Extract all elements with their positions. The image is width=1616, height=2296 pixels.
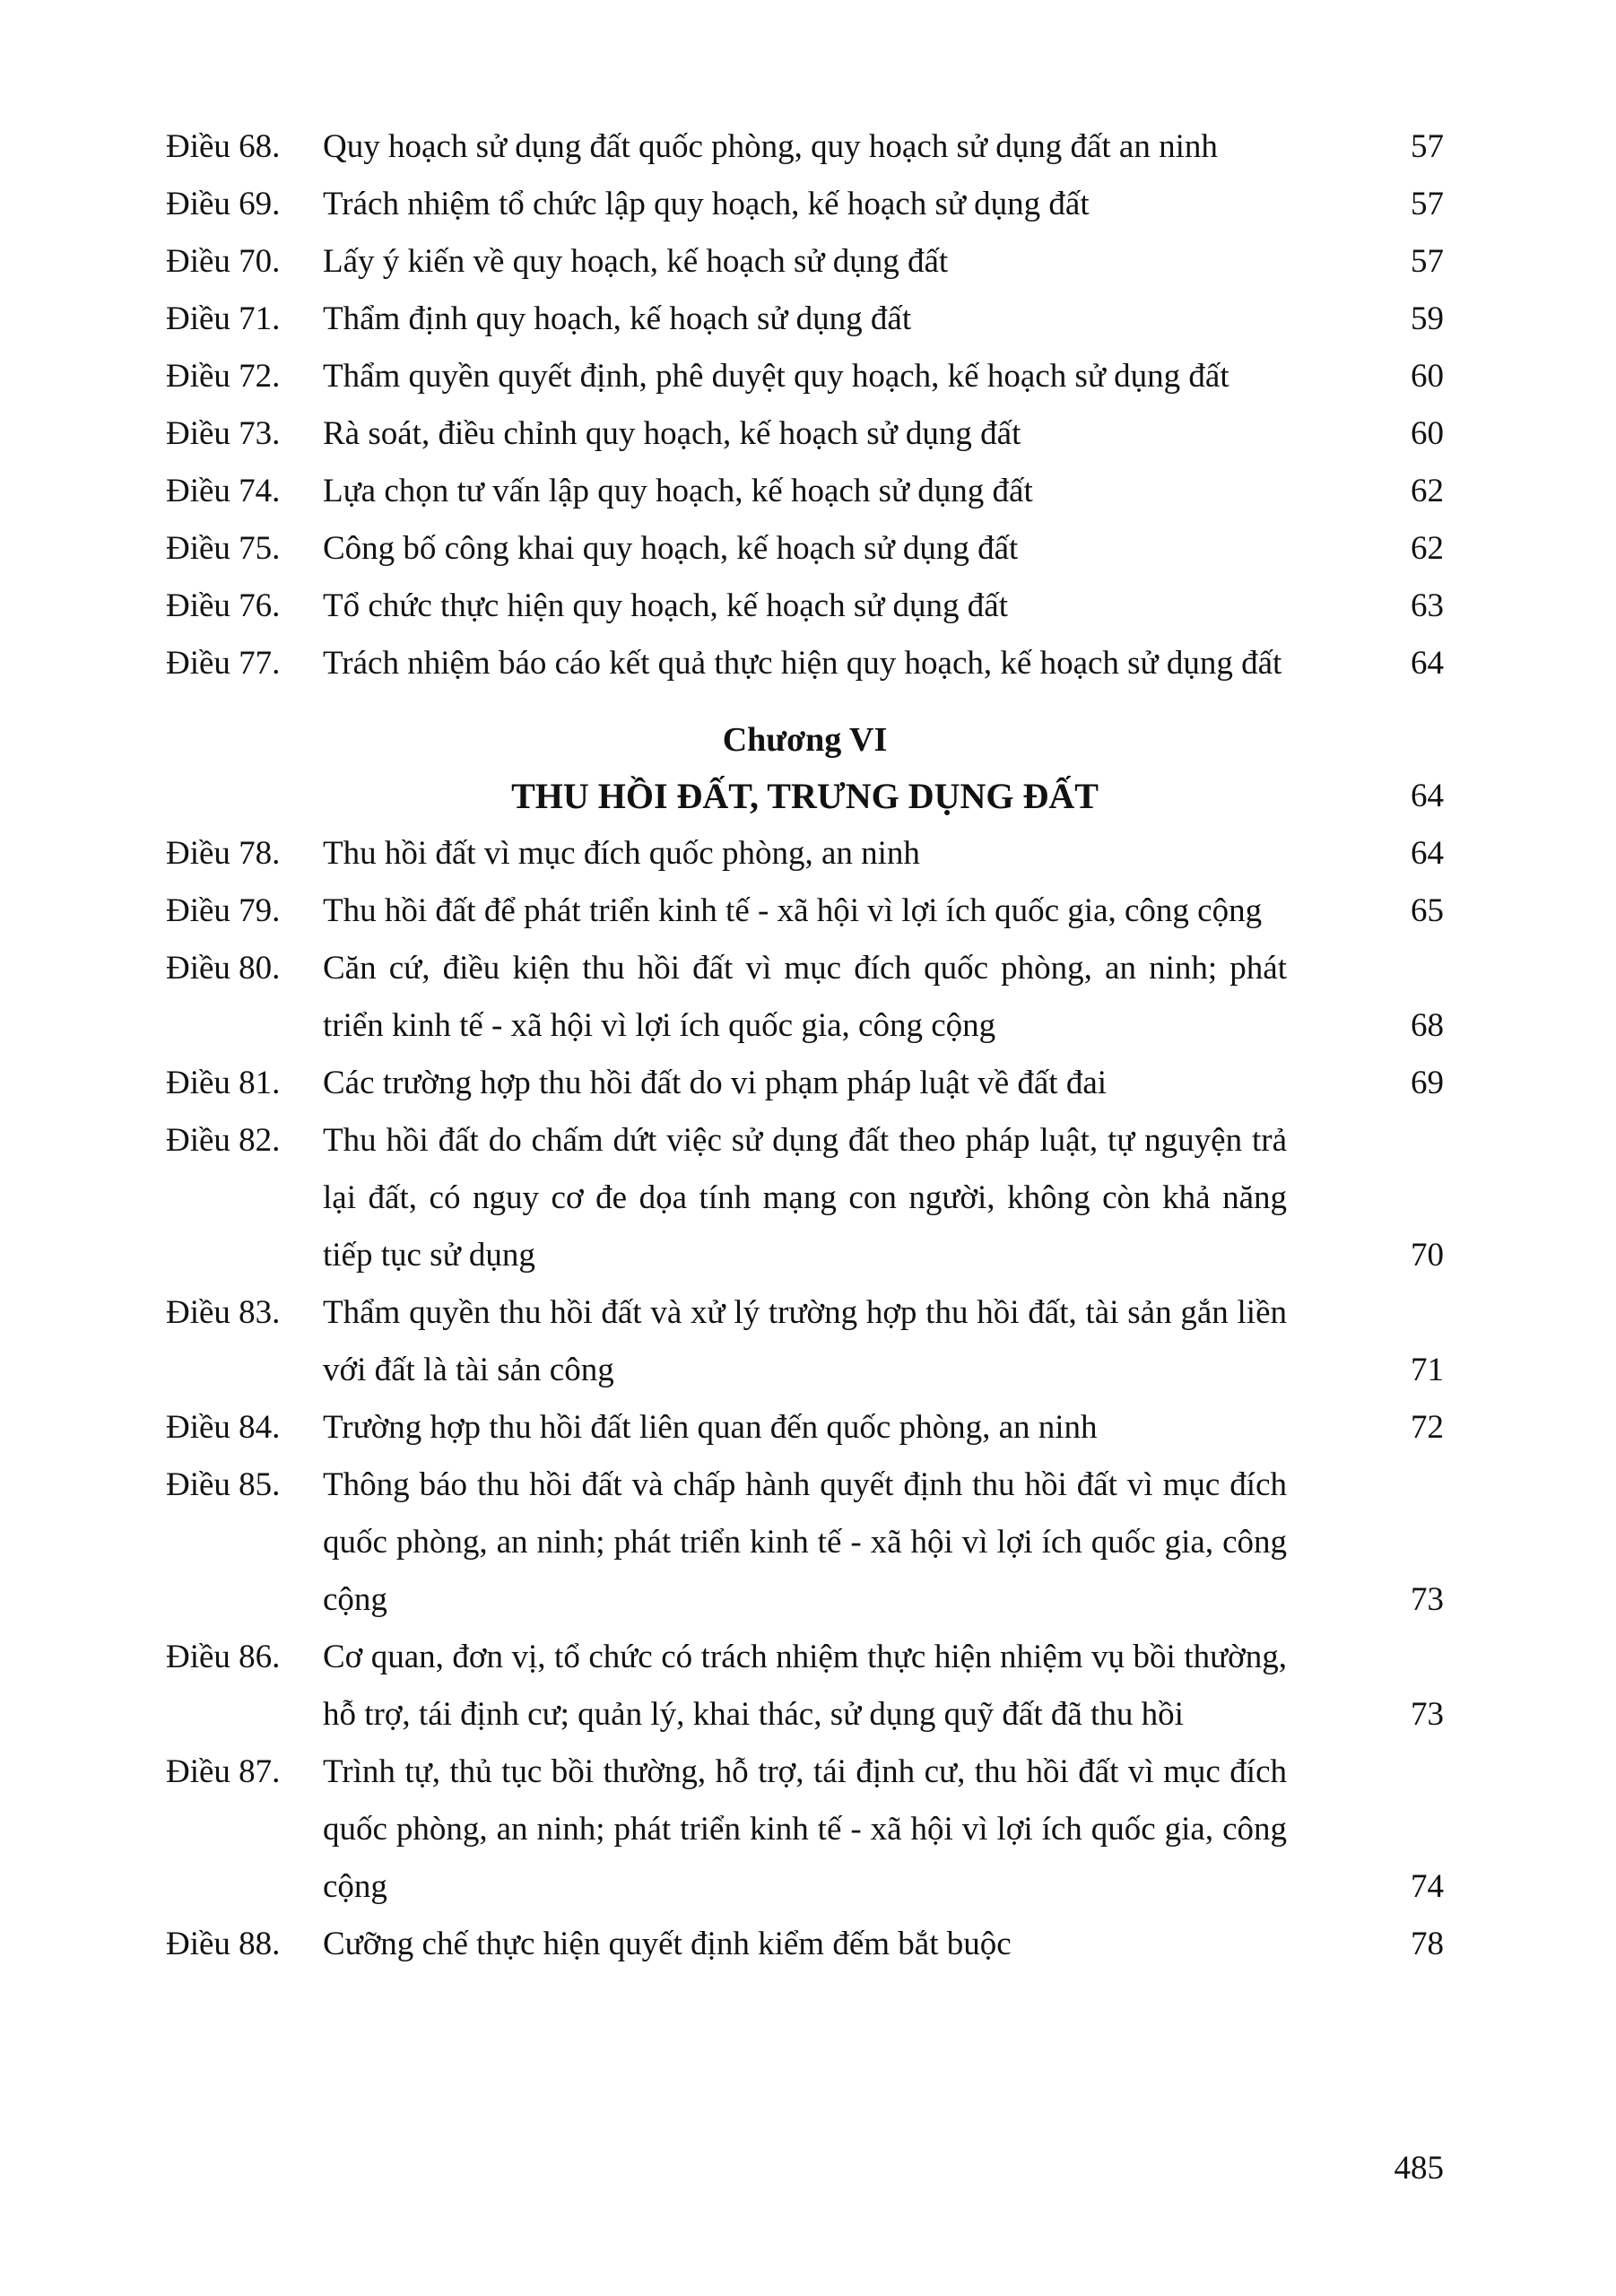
entry-article-label: Điều 78. [166,835,281,872]
toc-entry-row [166,118,1444,176]
entry-title: Thu hồi đất vì mục đích quốc phòng, an ninh [323,835,920,872]
entry-title: Thông báo thu hồi đất và chấp hành quyết định thu hồi đất vì mục đích quốc phòng, an ninh; phát triển kinh tế - xã hội vì lợi ích quốc gia, công cộng [323,1466,1287,1618]
toc-entry-row [166,233,1444,291]
entry-article-label: Điều 74. [166,473,281,509]
entry-page-number: 70 [1411,1237,1444,1274]
entry-page-number: 57 [1411,128,1444,165]
entry-article-label: Điều 86. [166,1639,281,1675]
toc-entry-row [166,1744,1444,1916]
entry-page-number: 72 [1411,1409,1444,1446]
toc-list [166,118,1444,1973]
page-number: 485 [1394,2150,1444,2187]
toc-entry-row [166,578,1444,635]
entry-article-label: Điều 70. [166,243,281,280]
entry-page-number: 64 [1411,835,1444,872]
entry-article-label: Điều 69. [166,186,281,222]
entry-page-number: 57 [1411,186,1444,222]
toc-entry-row [166,1399,1444,1457]
chapter-title-row [166,768,1444,825]
entry-page-number: 73 [1411,1581,1444,1618]
entry-article-label: Điều 71. [166,300,281,337]
entry-page-number: 60 [1411,415,1444,452]
entry-article-label: Điều 76. [166,587,281,624]
toc-entry-row [166,940,1444,1055]
toc-entry-row [166,520,1444,578]
toc-entry-row [166,1916,1444,1973]
entry-article-label: Điều 80. [166,950,281,987]
entry-article-label: Điều 84. [166,1409,281,1446]
chapter-page-number: 64 [1411,778,1444,814]
entry-page-number: 74 [1411,1868,1444,1905]
entry-title: Lấy ý kiến về quy hoạch, kế hoạch sử dụng đất [323,243,949,280]
entry-title: Công bố công khai quy hoạch, kế hoạch sử dụng đất [323,530,1019,567]
entry-article-label: Điều 83. [166,1294,281,1331]
entry-title: Cưỡng chế thực hiện quyết định kiểm đếm bắt buộc [323,1926,1012,1962]
entry-page-number: 63 [1411,587,1444,624]
entry-article-label: Điều 77. [166,645,281,682]
entry-page-number: 71 [1411,1352,1444,1388]
entry-article-label: Điều 75. [166,530,281,567]
entry-article-label: Điều 88. [166,1926,281,1962]
entry-title: Trách nhiệm tổ chức lập quy hoạch, kế hoạch sử dụng đất [323,186,1090,222]
entry-article-label: Điều 82. [166,1122,281,1159]
entry-article-label: Điều 81. [166,1065,281,1101]
toc-entry-row [166,1457,1444,1629]
entry-page-number: 59 [1411,300,1444,337]
entry-page-number: 64 [1411,645,1444,682]
entry-page-number: 69 [1411,1065,1444,1101]
toc-entry-row [166,1055,1444,1112]
toc-entry-row [166,1629,1444,1744]
toc-entry-row [166,1284,1444,1399]
entry-article-label: Điều 68. [166,128,281,165]
entry-page-number: 62 [1411,473,1444,509]
entry-title: Thu hồi đất do chấm dứt việc sử dụng đất theo pháp luật, tự nguyện trả lại đất, có nguy cơ đe dọa tính mạng con người, không còn khả năng tiếp tục sử dụng [323,1122,1287,1274]
entry-title: Thu hồi đất để phát triển kinh tế - xã hội vì lợi ích quốc gia, công cộng [323,892,1263,929]
chapter-kicker: Chương VI [722,721,888,759]
entry-title: Các trường hợp thu hồi đất do vi phạm pháp luật về đất đai [323,1065,1108,1101]
toc-entry-row [166,825,1444,883]
toc-entry-row [166,883,1444,940]
entry-page-number: 60 [1411,358,1444,395]
toc-entry-row [166,348,1444,405]
toc-entry-row [166,291,1444,348]
chapter-title: THU HỒI ĐẤT, TRƯNG DỤNG ĐẤT [511,776,1099,816]
entry-title: Thẩm quyền quyết định, phê duyệt quy hoạch, kế hoạch sử dụng đất [323,358,1229,395]
entry-title: Thẩm định quy hoạch, kế hoạch sử dụng đất [323,300,912,337]
entry-page-number: 68 [1411,1007,1444,1044]
entry-article-label: Điều 72. [166,358,281,395]
entry-title: Lựa chọn tư vấn lập quy hoạch, kế hoạch sử dụng đất [323,473,1033,509]
entry-title: Căn cứ, điều kiện thu hồi đất vì mục đích quốc phòng, an ninh; phát triển kinh tế - xã hội vì lợi ích quốc gia, công cộng [323,950,1287,1044]
entry-title: Trình tự, thủ tục bồi thường, hỗ trợ, tái định cư, thu hồi đất vì mục đích quốc phòng, an ninh; phát triển kinh tế - xã hội vì lợi ích quốc gia, công cộng [323,1753,1287,1905]
entry-title: Rà soát, điều chỉnh quy hoạch, kế hoạch sử dụng đất [323,415,1021,452]
entry-article-label: Điều 85. [166,1466,281,1503]
chapter-heading [166,712,1444,825]
entry-title: Quy hoạch sử dụng đất quốc phòng, quy hoạch sử dụng đất an ninh [323,128,1218,165]
toc-entry-row [166,176,1444,233]
toc-entry-row [166,405,1444,463]
toc-entry-row [166,463,1444,520]
toc-entry-row [166,635,1444,692]
entry-page-number: 78 [1411,1926,1444,1962]
entry-title: Thẩm quyền thu hồi đất và xử lý trường hợp thu hồi đất, tài sản gắn liền với đất là tài sản công [323,1294,1287,1388]
entry-title: Tổ chức thực hiện quy hoạch, kế hoạch sử dụng đất [323,587,1008,624]
entry-page-number: 65 [1411,892,1444,929]
entry-title: Trường hợp thu hồi đất liên quan đến quốc phòng, an ninh [323,1409,1098,1446]
entry-page-number: 62 [1411,530,1444,567]
toc-entry-row [166,1112,1444,1284]
entry-article-label: Điều 79. [166,892,281,929]
entry-article-label: Điều 73. [166,415,281,452]
entry-page-number: 73 [1411,1696,1444,1733]
entry-title: Trách nhiệm báo cáo kết quả thực hiện quy hoạch, kế hoạch sử dụng đất [323,645,1282,682]
entry-title: Cơ quan, đơn vị, tổ chức có trách nhiệm thực hiện nhiệm vụ bồi thường, hỗ trợ, tái định cư; quản lý, khai thác, sử dụng quỹ đất đã thu hồi [323,1639,1287,1733]
entry-article-label: Điều 87. [166,1753,281,1790]
entry-page-number: 57 [1411,243,1444,280]
